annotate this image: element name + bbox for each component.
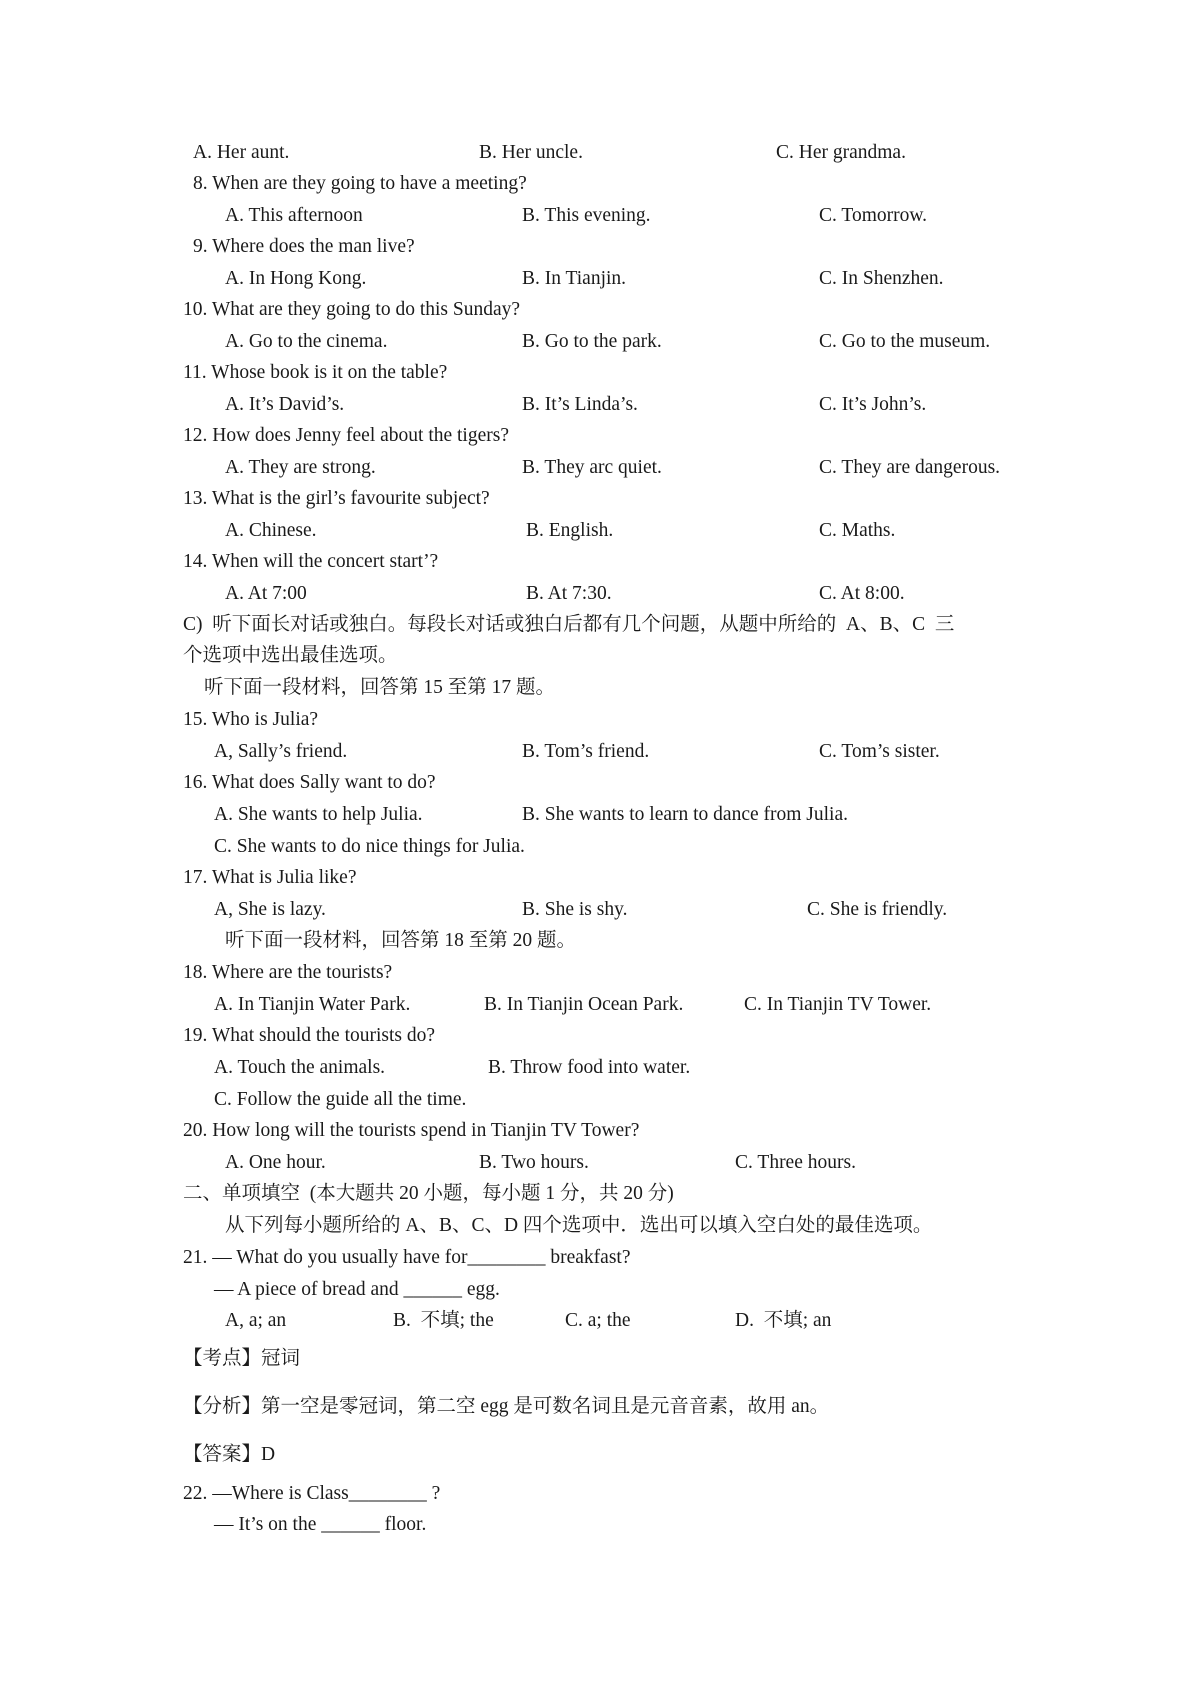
q21-option-a: A, a; an: [225, 1310, 287, 1331]
q21-answer: 【答案】D: [183, 1444, 276, 1465]
section-c-instruction-2: 个选项中选出最佳选项。: [183, 645, 398, 666]
q17-option-c: C. She is friendly.: [807, 899, 948, 920]
q21-analysis: 【分析】第一空是零冠词，第二空 egg 是可数名词且是元音音素，故用 an。: [183, 1396, 830, 1417]
q13-option-a: A. Chinese.: [225, 520, 317, 541]
q16-question: 16. What does Sally want to do?: [183, 772, 436, 793]
q10-question: 10. What are they going to do this Sunday?: [183, 299, 521, 320]
q11-option-a: A. It’s David’s.: [225, 394, 345, 415]
q7-option-c: C. Her grandma.: [776, 142, 906, 163]
q19-option-c: C. Follow the guide all the time.: [214, 1089, 467, 1110]
q21-option-b: B. 不填; the: [393, 1310, 494, 1331]
q8-option-b: B. This evening.: [522, 205, 651, 226]
q17-question: 17. What is Julia like?: [183, 867, 357, 888]
q11-option-b: B. It’s Linda’s.: [522, 394, 638, 415]
section-c-instruction-1: C) 听下面长对话或独白。每段长对话或独白后都有几个问题，从题中所给的 A、B、C 三: [183, 614, 955, 635]
q12-option-b: B. They arc quiet.: [522, 457, 662, 478]
q14-question: 14. When will the concert start’?: [183, 551, 439, 572]
q14-option-c: C. At 8:00.: [819, 583, 905, 604]
q13-option-c: C. Maths.: [819, 520, 896, 541]
q15-option-a: A, Sally’s friend.: [214, 741, 348, 762]
q18-question: 18. Where are the tourists?: [183, 962, 393, 983]
q15-option-b: B. Tom’s friend.: [522, 741, 650, 762]
q7-option-b: B. Her uncle.: [479, 142, 583, 163]
q17-option-a: A, She is lazy.: [214, 899, 326, 920]
q18-option-b: B. In Tianjin Ocean Park.: [484, 994, 684, 1015]
q13-option-b: B. English.: [526, 520, 614, 541]
q7-option-a: A. Her aunt.: [193, 142, 290, 163]
q11-question: 11. Whose book is it on the table?: [183, 362, 448, 383]
q21-option-d: D. 不填; an: [735, 1310, 832, 1331]
q11-option-c: C. It’s John’s.: [819, 394, 927, 415]
q17-option-b: B. She is shy.: [522, 899, 628, 920]
q10-option-c: C. Go to the museum.: [819, 331, 991, 352]
q21-question-line-2: — A piece of bread and ______ egg.: [214, 1279, 500, 1300]
q16-option-c: C. She wants to do nice things for Julia.: [214, 836, 525, 857]
q16-option-a: A. She wants to help Julia.: [214, 804, 423, 825]
q12-option-c: C. They are dangerous.: [819, 457, 1001, 478]
q10-option-b: B. Go to the park.: [522, 331, 662, 352]
q15-question: 15. Who is Julia?: [183, 709, 319, 730]
q20-option-a: A. One hour.: [225, 1152, 326, 1173]
q19-option-a: A. Touch the animals.: [214, 1057, 386, 1078]
q21-key-point: 【考点】冠词: [183, 1348, 301, 1369]
q9-option-b: B. In Tianjin.: [522, 268, 627, 289]
material-2-instruction: 听下面一段材料，回答第 18 至第 20 题。: [225, 930, 577, 951]
q10-option-a: A. Go to the cinema.: [225, 331, 388, 352]
q18-option-c: C. In Tianjin TV Tower.: [744, 994, 932, 1015]
q21-question-line-1: 21. — What do you usually have for________ breakfast?: [183, 1247, 631, 1268]
q22-question-line-1: 22. —Where is Class________ ?: [183, 1483, 441, 1504]
q8-option-c: C. Tomorrow.: [819, 205, 928, 226]
section-2-heading: 二、单项填空 (本大题共 20 小题，每小题 1 分，共 20 分): [183, 1183, 674, 1204]
q16-option-b: B. She wants to learn to dance from Julia.: [522, 804, 849, 825]
q21-option-c: C. a; the: [565, 1310, 631, 1331]
q14-option-a: A. At 7:00: [225, 583, 307, 604]
q9-option-a: A. In Hong Kong.: [225, 268, 367, 289]
q19-question: 19. What should the tourists do?: [183, 1025, 436, 1046]
q22-question-line-2: — It’s on the ______ floor.: [214, 1514, 427, 1535]
q12-option-a: A. They are strong.: [225, 457, 376, 478]
q20-option-c: C. Three hours.: [735, 1152, 856, 1173]
q20-question: 20. How long will the tourists spend in Tianjin TV Tower?: [183, 1120, 640, 1141]
section-2-instruction: 从下列每小题所给的 A、B、C、D 四个选项中．选出可以填入空白处的最佳选项。: [225, 1215, 933, 1236]
q14-option-b: B. At 7:30.: [526, 583, 612, 604]
q12-question: 12. How does Jenny feel about the tigers?: [183, 425, 509, 446]
q13-question: 13. What is the girl’s favourite subject?: [183, 488, 490, 509]
q8-option-a: A. This afternoon: [225, 205, 363, 226]
q9-question: 9. Where does the man live?: [193, 236, 415, 257]
q19-option-b: B. Throw food into water.: [488, 1057, 691, 1078]
q20-option-b: B. Two hours.: [479, 1152, 589, 1173]
q15-option-c: C. Tom’s sister.: [819, 741, 940, 762]
q8-question: 8. When are they going to have a meeting?: [193, 173, 527, 194]
material-1-instruction: 听下面一段材料，回答第 15 至第 17 题。: [204, 677, 556, 698]
q18-option-a: A. In Tianjin Water Park.: [214, 994, 411, 1015]
q9-option-c: C. In Shenzhen.: [819, 268, 944, 289]
